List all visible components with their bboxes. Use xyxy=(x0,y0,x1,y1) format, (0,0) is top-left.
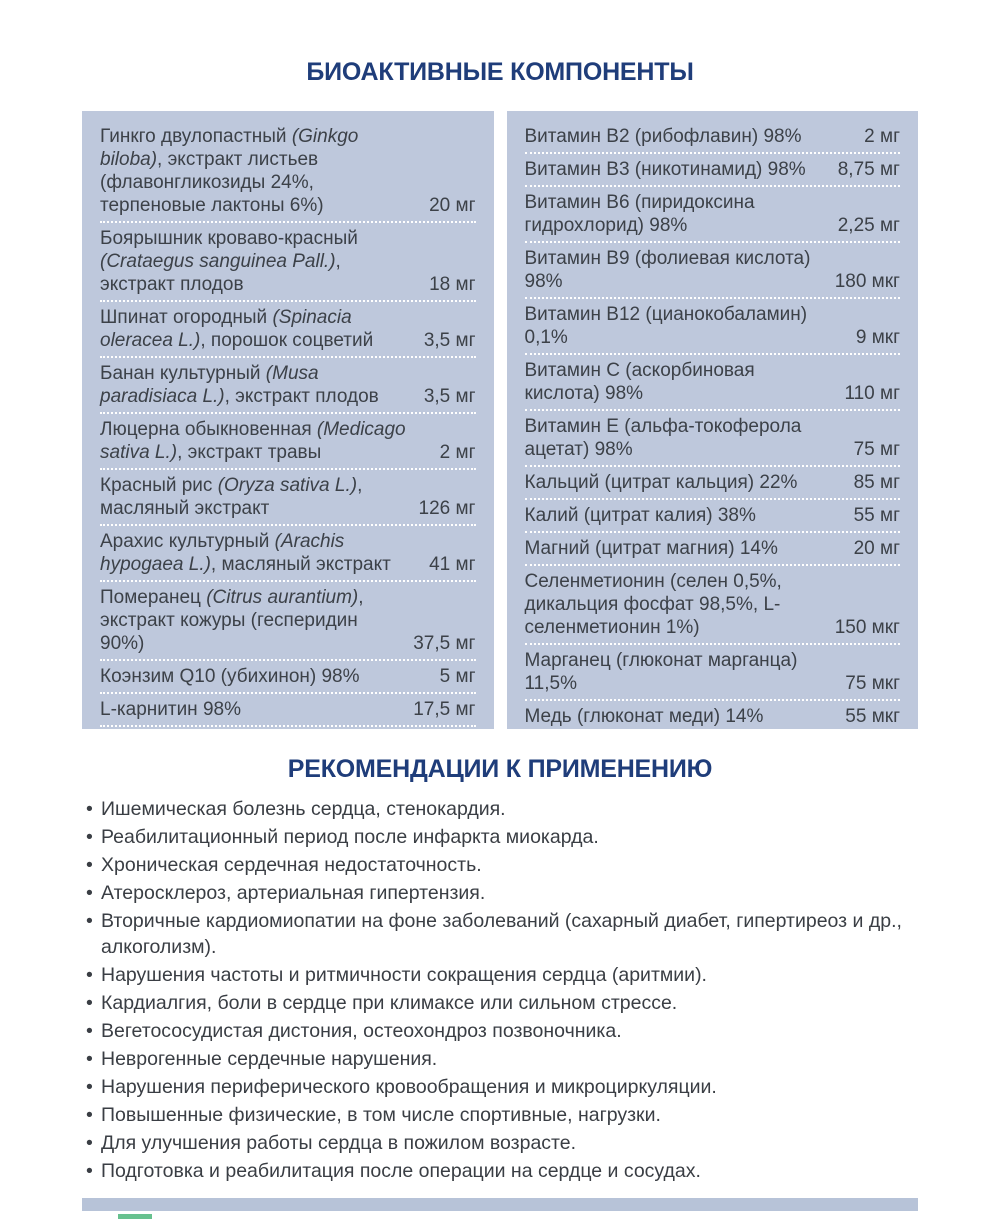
recommendation-item xyxy=(86,962,940,988)
ingredient-name: Витамин C (аскорбиновая кислота) 98% xyxy=(524,360,755,404)
ingredient-row xyxy=(525,566,901,645)
ingredient-amount: 180 мкг xyxy=(834,271,900,292)
ingredient-amount: 37,5 мг xyxy=(413,633,476,654)
recommendation-item xyxy=(86,1018,940,1044)
bullet-icon: • xyxy=(86,854,93,876)
ingredient-name: Марганец (глюконат марганца) 11,5% xyxy=(524,650,798,694)
bullet-icon: • xyxy=(86,1160,93,1182)
ingredient-row xyxy=(525,154,901,187)
recommendation-text: Вегетососудистая дистония, остеохондроз позвоночника. xyxy=(101,1020,622,1042)
ingredient-row xyxy=(100,694,476,727)
ingredient-row xyxy=(100,661,476,694)
ingredient-amount: 20 мг xyxy=(429,195,476,216)
recommendation-item xyxy=(86,880,940,906)
components-panel-right xyxy=(507,111,919,729)
bullet-icon: • xyxy=(86,882,93,904)
bullet-icon: • xyxy=(86,1020,93,1042)
ingredient-name: Витамин B3 (никотинамид) 98% xyxy=(524,159,806,180)
ingredient-row xyxy=(100,582,476,661)
ingredient-name: Витамин B9 (фолиевая кислота) 98% xyxy=(524,248,811,292)
ingredient-name: Витамин B12 (цианокобаламин) 0,1% xyxy=(524,304,808,348)
ingredient-amount: 17,5 мг xyxy=(413,699,476,720)
ingredient-row xyxy=(100,302,476,358)
ingredient-amount: 3,5 мг xyxy=(423,386,476,407)
ingredient-name: Селенметионин (селен 0,5%, дикальция фосфат 98,5%, L-селенметионин 1%) xyxy=(524,571,782,638)
recommendation-text: Нарушения частоты и ритмичности сокращения сердца (аритмии). xyxy=(101,964,707,986)
ingredient-row xyxy=(525,533,901,566)
ingredient-name: Витамин B6 (пиридоксина гидрохлорид) 98% xyxy=(524,192,755,236)
bullet-icon: • xyxy=(86,964,93,986)
recommendation-item xyxy=(86,1158,940,1184)
bullet-icon: • xyxy=(86,910,93,932)
ingredient-name: Боярышник кроваво-красный (Crataegus sanguinea Pall.), экстракт плодов xyxy=(100,228,358,295)
ingredient-amount: 8,75 мг xyxy=(837,159,900,180)
recommendation-text: Подготовка и реабилитация после операции на сердце и сосудах. xyxy=(101,1160,701,1182)
recommendation-item xyxy=(86,824,940,850)
ingredient-row xyxy=(100,470,476,526)
ingredient-row xyxy=(525,187,901,243)
bullet-icon: • xyxy=(86,826,93,848)
recommendation-item xyxy=(86,1046,940,1072)
recommendation-text: Кардиалгия, боли в сердце при климаксе или сильном стрессе. xyxy=(101,992,678,1014)
ingredient-row xyxy=(100,121,476,223)
green-mark xyxy=(118,1214,152,1219)
ingredient-amount: 2 мг xyxy=(439,442,476,463)
ingredient-name: Померанец (Citrus aurantium), экстракт кожуры (гесперидин 90%) xyxy=(100,587,364,654)
ingredient-name: Магний (цитрат магния) 14% xyxy=(524,538,778,559)
bullet-icon: • xyxy=(86,798,93,820)
ingredient-row xyxy=(525,645,901,701)
recommendation-text: Для улучшения работы сердца в пожилом возрасте. xyxy=(101,1132,577,1154)
recommendation-item xyxy=(86,1074,940,1100)
ingredient-amount: 126 мг xyxy=(418,498,476,519)
ingredient-name: Витамин E (альфа-токоферола ацетат) 98% xyxy=(524,416,802,460)
ingredient-name: Арахис культурный (Arachis hypogaea L.), масляный экстракт xyxy=(100,531,391,575)
ingredient-name: Шпинат огородный (Spinacia oleracea L.), порошок соцветий xyxy=(100,307,374,351)
ingredient-name: Калий (цитрат калия) 38% xyxy=(524,505,756,526)
ingredient-amount: 75 мг xyxy=(853,439,900,460)
recommendation-item xyxy=(86,908,940,960)
ingredient-amount: 75 мкг xyxy=(845,673,900,694)
ingredient-row xyxy=(525,701,901,729)
recommendation-item xyxy=(86,796,940,822)
ingredient-name: Медь (глюконат меди) 14% xyxy=(524,706,764,727)
ingredient-amount: 20 мг xyxy=(853,538,900,559)
ingredient-row xyxy=(525,299,901,355)
components-panels xyxy=(82,111,918,729)
ingredient-amount: 3,5 мг xyxy=(423,330,476,351)
ingredient-amount: 2 мг xyxy=(864,126,900,147)
ingredient-amount: 150 мкг xyxy=(834,617,900,638)
recommendation-text: Атеросклероз, артериальная гипертензия. xyxy=(101,882,486,904)
recommendations-list xyxy=(86,796,940,1184)
ingredient-amount: 18 мг xyxy=(429,274,476,295)
ingredient-row xyxy=(100,727,476,729)
recommendations-title: РЕКОМЕНДАЦИИ К ПРИМЕНЕНИЮ xyxy=(287,755,713,783)
recommendation-item xyxy=(86,852,940,878)
ingredient-amount: 110 мг xyxy=(844,383,900,404)
ingredient-name: Гинкго двулопастный (Ginkgo biloba), экстракт листьев (флавонгликозиды 24%, терпеновые лактоны 6%) xyxy=(100,126,359,216)
bullet-icon: • xyxy=(86,1132,93,1154)
ingredient-amount: 55 мг xyxy=(853,505,900,526)
ingredient-row xyxy=(100,414,476,470)
ingredient-name: Банан культурный (Musa paradisiaca L.), экстракт плодов xyxy=(100,363,379,407)
recommendation-text: Вторичные кардиомиопатии на фоне заболеваний (сахарный диабет, гипертиреоз и др., алкоголизм). xyxy=(101,910,902,958)
recommendation-text: Неврогенные сердечные нарушения. xyxy=(101,1048,438,1070)
recommendation-text: Реабилитационный период после инфаркта миокарда. xyxy=(101,826,599,848)
recommendation-text: Хроническая сердечная недостаточность. xyxy=(101,854,482,876)
recommendation-item xyxy=(86,990,940,1016)
bottom-bar xyxy=(82,1198,918,1211)
ingredient-name: Кальций (цитрат кальция) 22% xyxy=(524,472,798,493)
recommendation-text: Нарушения периферического кровообращения и микроциркуляции. xyxy=(101,1076,717,1098)
ingredient-name: Люцерна обыкновенная (Medicago sativa L.), экстракт травы xyxy=(100,419,406,463)
components-panel-left xyxy=(82,111,494,729)
ingredient-name: Коэнзим Q10 (убихинон) 98% xyxy=(100,666,360,687)
ingredient-amount: 2,25 мг xyxy=(837,215,900,236)
ingredient-row xyxy=(525,121,901,154)
ingredient-row xyxy=(525,411,901,467)
ingredient-name: Красный рис (Oryza sativa L.), масляный экстракт xyxy=(100,475,363,519)
bullet-icon: • xyxy=(86,1076,93,1098)
recommendation-text: Ишемическая болезнь сердца, стенокардия. xyxy=(101,798,506,820)
bullet-icon: • xyxy=(86,1048,93,1070)
recommendation-item xyxy=(86,1102,940,1128)
ingredient-row xyxy=(525,243,901,299)
ingredient-amount: 85 мг xyxy=(853,472,900,493)
ingredient-name: Витамин B2 (рибофлавин) 98% xyxy=(524,126,802,147)
components-title: БИОАКТИВНЫЕ КОМПОНЕНТЫ xyxy=(306,58,694,86)
ingredient-amount: 5 мг xyxy=(439,666,476,687)
ingredient-amount: 41 мг xyxy=(429,554,476,575)
ingredient-amount: 55 мкг xyxy=(845,706,900,727)
ingredient-name: L-карнитин 98% xyxy=(100,699,241,720)
ingredient-row xyxy=(525,467,901,500)
bullet-icon: • xyxy=(86,1104,93,1126)
recommendation-item xyxy=(86,1130,940,1156)
recommendation-text: Повышенные физические, в том числе спортивные, нагрузки. xyxy=(101,1104,661,1126)
bullet-icon: • xyxy=(86,992,93,1014)
ingredient-row xyxy=(100,223,476,302)
ingredient-row xyxy=(100,526,476,582)
ingredient-row xyxy=(525,500,901,533)
ingredient-row xyxy=(100,358,476,414)
ingredient-amount: 9 мкг xyxy=(855,327,900,348)
ingredient-row xyxy=(525,355,901,411)
